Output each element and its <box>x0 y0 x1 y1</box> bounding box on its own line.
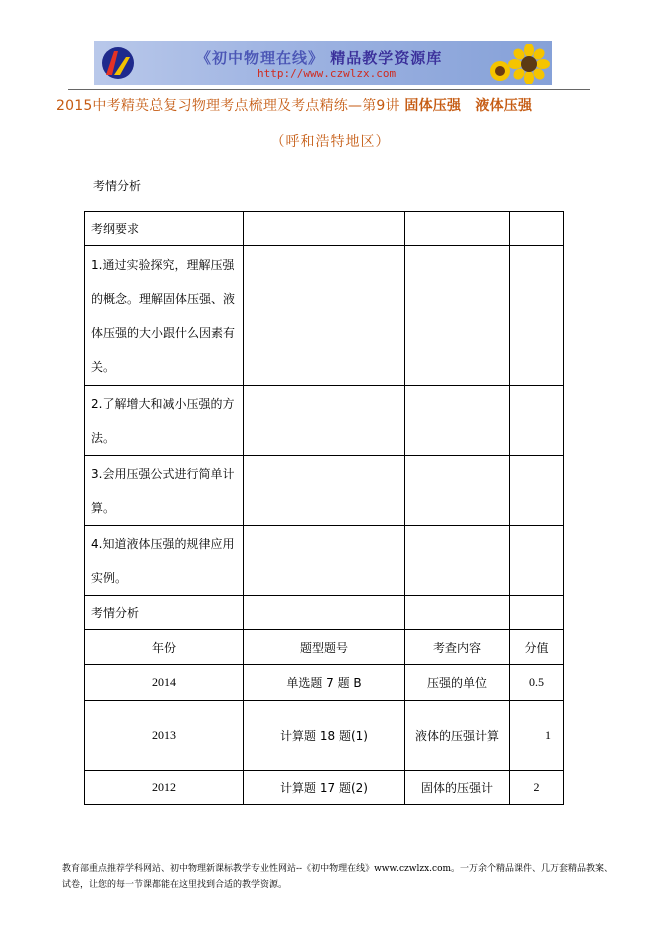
table-row <box>85 526 564 596</box>
header-banner <box>94 41 552 85</box>
exam-analysis-table <box>84 211 564 805</box>
cell-year: 2013 <box>85 701 244 771</box>
cell-content: 压强的单位 <box>405 665 510 701</box>
document-title <box>56 95 616 115</box>
cell-content: 液体的压强计算 <box>405 701 510 771</box>
site-logo-icon <box>100 45 136 81</box>
column-header-content: 考查内容 <box>405 630 510 665</box>
banner-url[interactable]: http://www.czwlzx.com <box>257 67 397 80</box>
document-title-topic: 固体压强 液体压强 <box>404 98 533 114</box>
footer-note: 教育部重点推荐学科网站、初中物理新课标教学专业性网站--《初中物理在线》www.czwlzx.com。一万余个精品课件、几万套精品教案、试卷，让您的每一节课都能在这里找到合适的教学资源。 <box>62 864 614 890</box>
cell-score: 0.5 <box>510 665 564 701</box>
table-row <box>85 386 564 456</box>
table-row <box>85 596 564 630</box>
table-row <box>85 665 564 701</box>
section-label: 考情分析 <box>93 179 142 193</box>
document-title-main: 2015中考精英总复习物理考点梳理及考点精练—第9讲 <box>56 98 400 114</box>
table-row <box>85 456 564 526</box>
banner-title <box>196 47 442 68</box>
cell-year: 2012 <box>85 771 244 805</box>
header-divider <box>68 89 590 90</box>
table-header-row <box>85 630 564 665</box>
requirements-header: 考纲要求 <box>85 212 244 246</box>
table-row <box>85 212 564 246</box>
requirement-item: 3.会用压强公式进行简单计算。 <box>85 456 244 526</box>
banner-title-text: 精品教学资源库 <box>330 49 443 67</box>
table-row <box>85 701 564 771</box>
requirement-item: 4.知道液体压强的规律应用实例。 <box>85 526 244 596</box>
banner-title-brand: 《初中物理在线》 <box>196 49 325 67</box>
analysis-header: 考情分析 <box>85 596 244 630</box>
cell-score: 2 <box>510 771 564 805</box>
cell-type: 单选题 7 题 B <box>244 665 405 701</box>
column-header-type: 题型题号 <box>244 630 405 665</box>
column-header-score: 分值 <box>510 630 564 665</box>
cell-type: 计算题 17 题(2) <box>244 771 405 805</box>
requirement-item: 1.通过实验探究，理解压强的概念。理解固体压强、液体压强的大小跟什么因素有关。 <box>85 246 244 386</box>
document-subtitle: （呼和浩特地区） <box>270 134 391 150</box>
table-row <box>85 771 564 805</box>
column-header-year: 年份 <box>85 630 244 665</box>
sunflower-icon <box>508 44 550 84</box>
cell-year: 2014 <box>85 665 244 701</box>
cell-type: 计算题 18 题(1) <box>244 701 405 771</box>
table-row <box>85 246 564 386</box>
requirement-item: 2.了解增大和减小压强的方法。 <box>85 386 244 456</box>
cell-score: 1 <box>510 701 564 771</box>
cell-content: 固体的压强计 <box>405 771 510 805</box>
